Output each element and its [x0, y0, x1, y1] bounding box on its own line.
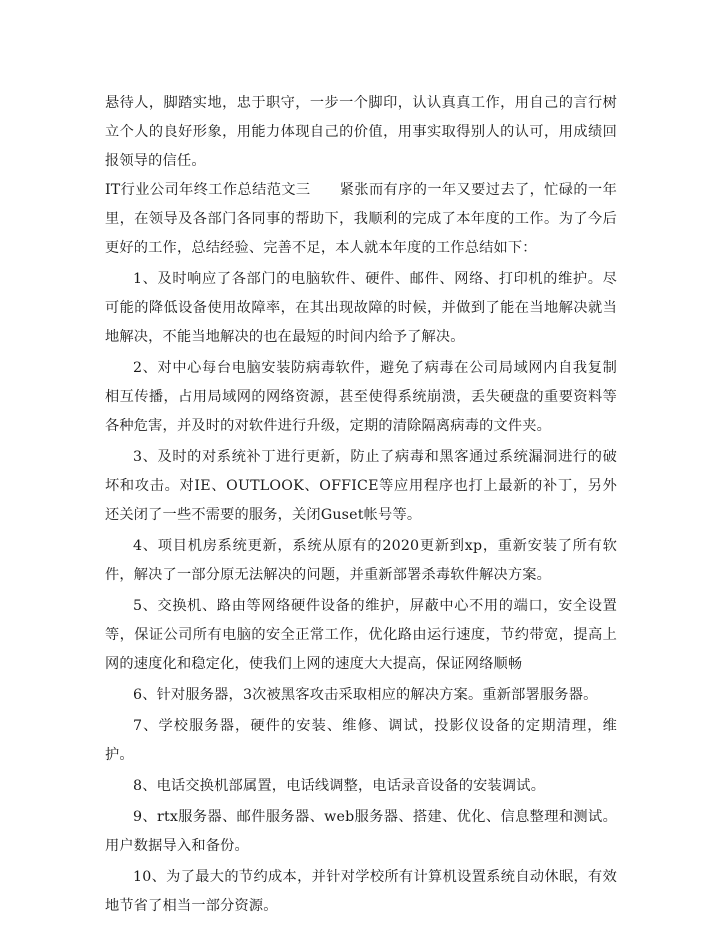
paragraph-item-9: 9、rtx服务器、邮件服务器、web服务器、搭建、优化、信息整理和测试。用户数据导入和备份。 [105, 809, 617, 854]
paragraph-item-8: 8、电话交换机部属置，电话线调整，电话录音设备的安装调试。 [133, 778, 546, 794]
paragraph-item-4: 4、项目机房系统更新，系统从原有的2020更新到xp，重新安装了所有软件，解决了一部分原无法解决的问题，并重新部署杀毒软件解决方案。 [105, 538, 617, 583]
paragraph-item-2: 2、对中心每台电脑安装防病毒软件，避免了病毒在公司局域网内自我复制相互传播，占用局域网的网络资源，甚至使得系统崩溃，丢失硬盘的重要资料等各种危害，并及时的对软件进行升级，定期的清除隔离病毒的文件夹。 [105, 360, 617, 434]
paragraph-item-7: 7、学校服务器，硬件的安装、维修、调试，投影仪设备的定期清理，维护。 [105, 718, 617, 763]
paragraph-intro-continuation: 悬待人，脚踏实地，忠于职守，一步一个脚印，认认真真工作，用自己的言行树立个人的良好形象，用能力体现自己的价值，用事实取得别人的认可，用成绩回报领导的信任。 [105, 95, 617, 169]
paragraph-item-10: 10、为了最大的节约成本，并针对学校所有计算机设置系统自动休眠，有效地节省了相当一部分资源。 [105, 869, 617, 914]
paragraph-item-5: 5、交换机、路由等网络硬件设备的维护，屏蔽中心不用的端口，安全设置等，保证公司所有电脑的安全正常工作，优化路由运行速度，节约带宽，提高上网的速度化和稳定化，使我们上网的速度大大提高，保证网络顺畅 [105, 598, 617, 672]
document-body [105, 89, 617, 921]
paragraph-item-1: 1、及时响应了各部门的电脑软件、硬件、邮件、网络、打印机的维护。尽可能的降低设备使用故障率，在其出现故障的时候，并做到了能在当地解决就当地解决，不能当地解决的也在最短的时间内给予了解决。 [105, 271, 617, 345]
paragraph-item-3: 3、及时的对系统补丁进行更新，防止了病毒和黑客通过系统漏洞进行的破坏和攻击。对IE、OUTLOOK、OFFICE等应用程序也打上最新的补丁，另外还关闭了一些不需要的服务，关闭Guset帐号等。 [105, 449, 617, 523]
paragraph-item-6: 6、针对服务器，3次被黑客攻击采取相应的解决方案。重新部署服务器。 [133, 687, 598, 703]
paragraph-section-heading: IT行业公司年终工作总结范文三 紧张而有序的一年又要过去了，忙碌的一年里，在领导及各部门各同事的帮助下，我顺利的完成了本年度的工作。为了今后更好的工作，总结经验、完善不足，本人就本年度的工作总结如下： [105, 182, 617, 256]
